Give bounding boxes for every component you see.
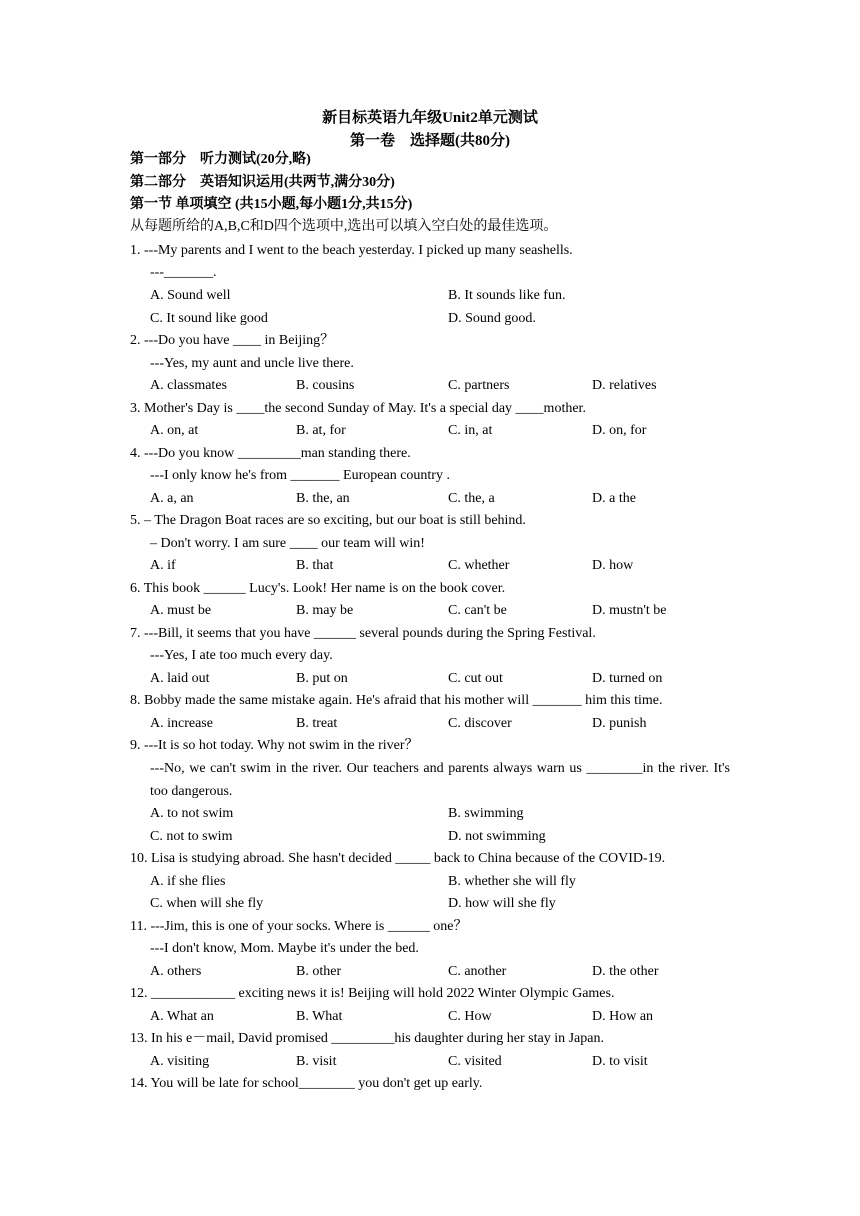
question-11-reply: ---I don't know, Mom. Maybe it's under the bed.	[150, 941, 419, 956]
q12-option-b: B. What	[296, 1009, 343, 1024]
q13-option-b: B. visit	[296, 1054, 337, 1069]
q7-option-d: D. turned on	[592, 671, 663, 686]
q1-option-a: A. Sound well	[150, 288, 231, 303]
q9-option-b: B. swimming	[448, 806, 524, 821]
question-8-stem: 8. Bobby made the same mistake again. He's afraid that his mother will _______ him this time.	[130, 693, 663, 708]
question-7-reply: ---Yes, I ate too much every day.	[150, 648, 333, 663]
q12-option-a: A. What an	[150, 1009, 214, 1024]
question-13-stem: 13. In his e－mail, David promised _________his daughter during her stay in Japan.	[130, 1031, 604, 1046]
q6-option-b: B. may be	[296, 603, 354, 618]
question-1-stem: 1. ---My parents and I went to the beach yesterday. I picked up many seashells.	[130, 243, 573, 258]
document-title: 新目标英语九年级Unit2单元测试	[322, 110, 538, 126]
q6-option-a: A. must be	[150, 603, 212, 618]
question-5-reply: – Don't worry. I am sure ____ our team will win!	[150, 536, 425, 551]
q6-option-d: D. mustn't be	[592, 603, 667, 618]
q11-option-c: C. another	[448, 964, 507, 979]
q2-option-a: A. classmates	[150, 378, 227, 393]
q5-option-d: D. how	[592, 558, 634, 573]
question-14-stem: 14. You will be late for school________ you don't get up early.	[130, 1076, 483, 1091]
q12-option-d: D. How an	[592, 1009, 654, 1024]
part2-heading: 第二部分 英语知识运用(共两节,满分30分)	[130, 175, 395, 190]
question-9-stem: 9. ---It is so hot today. Why not swim in the river？	[130, 738, 419, 753]
q3-option-d: D. on, for	[592, 423, 647, 438]
question-2-reply: ---Yes, my aunt and uncle live there.	[150, 356, 354, 371]
q2-option-c: C. partners	[448, 378, 510, 393]
q7-option-a: A. laid out	[150, 671, 210, 686]
q1-option-b: B. It sounds like fun.	[448, 288, 566, 303]
q5-option-b: B. that	[296, 558, 334, 573]
q3-option-c: C. in, at	[448, 423, 493, 438]
q1-option-d: D. Sound good.	[448, 311, 536, 326]
q4-option-a: A. a, an	[150, 491, 194, 506]
q11-option-a: A. others	[150, 964, 202, 979]
question-10-stem: 10. Lisa is studying abroad. She hasn't decided _____ back to China because of the COVID-19.	[130, 851, 666, 866]
q4-option-b: B. the, an	[296, 491, 350, 506]
question-9-reply: ---No, we can't swim in the river. Our teachers and parents always warn us ________in the river. It's too dangerous.	[150, 761, 730, 799]
q8-option-b: B. treat	[296, 716, 338, 731]
question-6-stem: 6. This book ______ Lucy's. Look! Her name is on the book cover.	[130, 581, 506, 596]
question-12-stem: 12. ____________ exciting news it is! Beijing will hold 2022 Winter Olympic Games.	[130, 986, 615, 1001]
q6-option-c: C. can't be	[448, 603, 507, 618]
q7-option-c: C. cut out	[448, 671, 503, 686]
q9-option-a: A. to not swim	[150, 806, 234, 821]
q8-option-c: C. discover	[448, 716, 512, 731]
q3-option-a: A. on, at	[150, 423, 199, 438]
q10-option-a: A. if she flies	[150, 874, 226, 889]
question-5-stem: 5. – The Dragon Boat races are so exciting, but our boat is still behind.	[130, 513, 526, 528]
question-11-stem: 11. ---Jim, this is one of your socks. Where is ______ one？	[130, 919, 468, 934]
q10-option-b: B. whether she will fly	[448, 874, 576, 889]
question-4-reply: ---I only know he's from _______ European country .	[150, 468, 450, 483]
q5-option-c: C. whether	[448, 558, 510, 573]
q10-option-c: C. when will she fly	[150, 896, 264, 911]
q2-option-d: D. relatives	[592, 378, 657, 393]
q5-option-a: A. if	[150, 558, 176, 573]
q9-option-c: C. not to swim	[150, 829, 233, 844]
q8-option-d: D. punish	[592, 716, 647, 731]
question-4-stem: 4. ---Do you know _________man standing there.	[130, 446, 411, 461]
volume-title: 第一卷 选择题(共80分)	[350, 133, 510, 149]
q4-option-d: D. a the	[592, 491, 636, 506]
q11-option-b: B. other	[296, 964, 342, 979]
q12-option-c: C. How	[448, 1009, 492, 1024]
question-2-stem: 2. ---Do you have ____ in Beijing？	[130, 333, 335, 348]
question-1-reply: ---_______.	[150, 265, 217, 280]
q9-option-d: D. not swimming	[448, 829, 546, 844]
q10-option-d: D. how will she fly	[448, 896, 556, 911]
q11-option-d: D. the other	[592, 964, 659, 979]
q13-option-a: A. visiting	[150, 1054, 210, 1069]
question-7-stem: 7. ---Bill, it seems that you have ______ several pounds during the Spring Festival.	[130, 626, 596, 641]
q1-option-c: C. It sound like good	[150, 311, 268, 326]
question-3-stem: 3. Mother's Day is ____the second Sunday of May. It's a special day ____mother.	[130, 401, 586, 416]
section1-heading: 第一节 单项填空 (共15小题,每小题1分,共15分)	[130, 197, 413, 212]
q13-option-d: D. to visit	[592, 1054, 648, 1069]
q2-option-b: B. cousins	[296, 378, 355, 393]
instruction-text: 从每题所给的A,B,C和D四个选项中,选出可以填入空白处的最佳选项。	[130, 219, 558, 234]
q7-option-b: B. put on	[296, 671, 348, 686]
q4-option-c: C. the, a	[448, 491, 495, 506]
part1-heading: 第一部分 听力测试(20分,略)	[130, 152, 311, 167]
q3-option-b: B. at, for	[296, 423, 346, 438]
q8-option-a: A. increase	[150, 716, 213, 731]
q13-option-c: C. visited	[448, 1054, 502, 1069]
